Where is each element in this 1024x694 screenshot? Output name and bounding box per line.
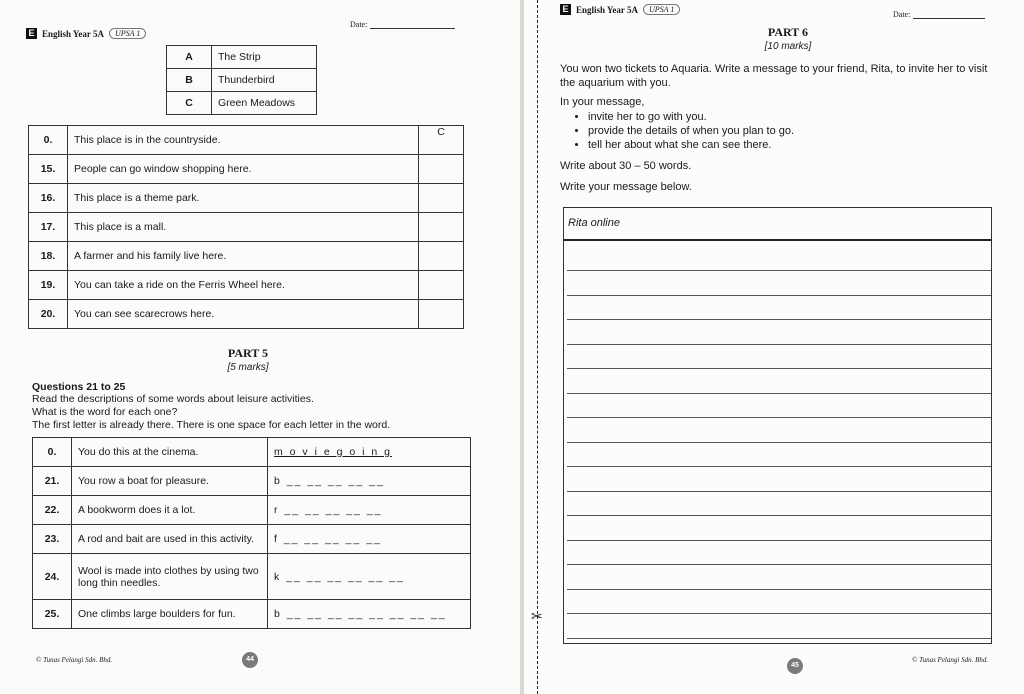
part5-title: PART 5 [227,346,269,360]
place-key-table [166,45,317,115]
left-date-line[interactable] [370,28,455,29]
right-date [893,10,985,19]
question-text: You can see scarecrows here. [68,300,419,329]
word-questions-table [32,437,471,629]
left-header-badge: UPSA 1 [109,28,146,39]
table-row [33,525,471,554]
cut-line [537,0,538,694]
writing-line[interactable] [567,319,991,320]
table-row [29,184,464,213]
answer-cell[interactable]: C [419,126,464,155]
question-number: 15. [29,155,68,184]
answer-blank[interactable]: m o v i e g o i n g [268,438,471,467]
key-place: Thunderbird [212,69,317,92]
question-number: 0. [33,438,72,467]
part6-word-count: Write about 30 – 50 words. [560,160,692,172]
right-header-title: English Year 5A [576,4,639,15]
question-text: You do this at the cinema. [72,438,268,467]
answer-cell[interactable] [419,155,464,184]
key-letter: C [167,92,212,115]
question-text: A farmer and his family live here. [68,242,419,271]
question-text: You row a boat for pleasure. [72,467,268,496]
question-text: A rod and bait are used in this activity. [72,525,268,554]
part5-marks: [5 marks] [227,362,269,373]
left-date-label: Date: [350,20,368,29]
table-row [29,300,464,329]
question-text: People can go window shopping here. [68,155,419,184]
bullet-item: • provide the details of when you plan to go. [588,124,794,138]
table-row [33,600,471,629]
table-row [29,155,464,184]
writing-line[interactable] [567,589,991,590]
key-row [167,92,317,115]
table-row [33,467,471,496]
part5-instruction-1: Read the descriptions of some words about leisure activities. [32,393,314,405]
table-row [29,213,464,242]
table-row [29,126,464,155]
left-header [26,28,146,39]
answer-cell[interactable] [419,184,464,213]
question-text: This place is in the countryside. [68,126,419,155]
question-number: 24. [33,554,72,600]
answer-blank[interactable]: b __ __ __ __ __ __ __ __ [268,600,471,629]
bullet-item: • tell her about what she can see there. [588,138,794,152]
answer-blank[interactable]: r __ __ __ __ __ [268,496,471,525]
question-text: This place is a mall. [68,213,419,242]
left-date [350,20,455,29]
message-box [563,207,992,644]
question-number: 22. [33,496,72,525]
answer-blank[interactable]: f __ __ __ __ __ [268,525,471,554]
question-number: 25. [33,600,72,629]
table-row [29,271,464,300]
table-row [33,554,471,600]
writing-line[interactable] [567,295,991,296]
question-text: You can take a ride on the Ferris Wheel here. [68,271,419,300]
left-page-number: 44 [242,652,258,668]
writing-line[interactable] [567,393,991,394]
right-footer: © Tunas Pelangi Sdn. Bhd. [912,656,989,664]
question-number: 19. [29,271,68,300]
part6-bullet-list [562,110,794,152]
matching-questions-table [28,125,464,329]
book-logo-icon: E [560,4,571,15]
message-box-header: Rita online [564,208,991,241]
table-row [33,438,471,467]
writing-line[interactable] [567,540,991,541]
answer-cell[interactable] [419,271,464,300]
writing-line[interactable] [567,638,991,639]
right-page-number: 45 [787,658,803,674]
key-place: The Strip [212,46,317,69]
part6-marks: [10 marks] [764,41,812,52]
part5-questions: Questions 21 to 25 [32,381,126,393]
question-number: 17. [29,213,68,242]
key-letter: B [167,69,212,92]
question-number: 21. [33,467,72,496]
right-header-badge: UPSA 1 [643,4,680,15]
writing-line[interactable] [567,368,991,369]
right-date-label: Date: [893,10,911,19]
question-number: 16. [29,184,68,213]
key-row [167,69,317,92]
part6-instruction: Write your message below. [560,181,692,193]
table-row [29,242,464,271]
part5-instruction-2: What is the word for each one? [32,406,178,418]
left-header-title: English Year 5A [42,28,105,39]
book-logo-icon: E [26,28,37,39]
part6-title: PART 6 [767,25,809,39]
right-date-line[interactable] [913,18,985,19]
writing-line[interactable] [567,613,991,614]
answer-cell[interactable] [419,213,464,242]
answer-blank[interactable]: b __ __ __ __ __ [268,467,471,496]
writing-line[interactable] [567,442,991,443]
writing-line[interactable] [567,515,991,516]
writing-line[interactable] [567,344,991,345]
answer-cell[interactable] [419,300,464,329]
bullet-item: • invite her to go with you. [588,110,794,124]
part5-instruction-3: The first letter is already there. There is one space for each letter in the word. [32,419,391,431]
scissors-icon: ✂ [531,608,543,624]
writing-line[interactable] [567,270,991,271]
question-number: 0. [29,126,68,155]
writing-line[interactable] [567,491,991,492]
table-row [33,496,471,525]
writing-line[interactable] [567,466,991,467]
part6-intro: You won two tickets to Aquaria. Write a message to your friend, Rita, to invite her to visit the aquarium with you. [560,63,988,89]
question-text: A bookworm does it a lot. [72,496,268,525]
question-number: 23. [33,525,72,554]
answer-cell[interactable] [419,242,464,271]
right-header [560,4,680,15]
writing-line[interactable] [567,564,991,565]
question-number: 20. [29,300,68,329]
question-text: Wool is made into clothes by using two long thin needles. [72,554,268,600]
key-place: Green Meadows [212,92,317,115]
question-number: 18. [29,242,68,271]
part6-in-message: In your message, [560,96,645,108]
left-footer: © Tunas Pelangi Sdn. Bhd. [36,656,113,664]
key-letter: A [167,46,212,69]
question-text: This place is a theme park. [68,184,419,213]
key-row [167,46,317,69]
answer-blank[interactable]: k __ __ __ __ __ __ [268,554,471,600]
writing-line[interactable] [567,417,991,418]
question-text: One climbs large boulders for fun. [72,600,268,629]
